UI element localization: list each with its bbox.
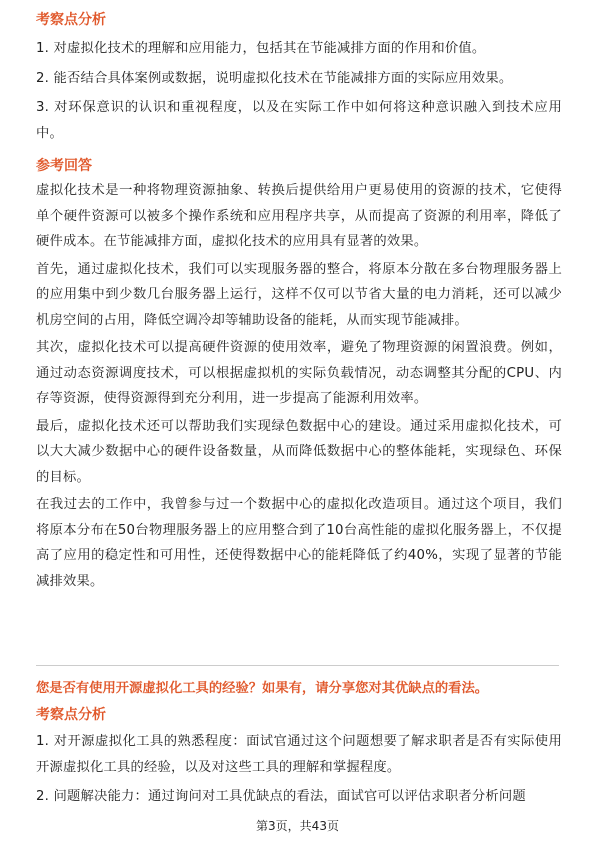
analysis-point: 2. 问题解决能力：通过询问对工具优缺点的看法，面试官可以评估求职者分析问题	[36, 789, 526, 804]
answer-paragraph: 其次，虚拟化技术可以提高硬件资源的使用效率，避免了物理资源的闲置浪费。例如，通过动态资源调度技术，可以根据虚拟机的实际负载情况，动态调整其分配的CPU、内存等资源，使得资源得到充分利用，进一步提高了能源利用效率。	[36, 340, 562, 406]
answer-paragraph: 虚拟化技术是一种将物理资源抽象、转换后提供给用户更易使用的资源的技术，它使得单个硬件资源可以被多个操作系统和应用程序共享，从而提高了资源的利用率，降低了硬件成本。在节能减排方面，虚拟化技术的应用具有显著的效果。	[36, 183, 562, 249]
section-heading-answer: 参考回答	[36, 158, 92, 174]
section-divider	[36, 665, 559, 666]
page-content	[36, 10, 562, 594]
answer-paragraph: 首先，通过虚拟化技术，我们可以实现服务器的整合，将原本分散在多台物理服务器上的应用集中到少数几台服务器上运行，这样不仅可以节省大量的电力消耗，还可以减少机房空间的占用，降低空调冷却等辅助设备的能耗，从而实现节能减排。	[36, 261, 562, 328]
analysis-point: 1. 对开源虚拟化工具的熟悉程度：面试官通过这个问题想要了解求职者是否有实际使用开源虚拟化工具的经验，以及对这些工具的理解和掌握程度。	[36, 734, 562, 775]
answer-paragraph: 最后，虚拟化技术还可以帮助我们实现绿色数据中心的建设。通过采用虚拟化技术，可以大大减少数据中心的硬件设备数量，从而降低数据中心的整体能耗，实现绿色、环保的目标。	[36, 418, 562, 485]
interview-question: 您是否有使用开源虚拟化工具的经验？如果有，请分享您对其优缺点的看法。	[36, 681, 489, 696]
analysis-point: 3. 对环保意识的认识和重视程度，以及在实际工作中如何将这种意识融入到技术应用中。	[36, 100, 562, 141]
next-question-block	[36, 677, 562, 810]
section-heading-analysis-2: 考察点分析	[36, 707, 106, 723]
section-heading-analysis: 考察点分析	[36, 12, 106, 28]
analysis-point: 1. 对虚拟化技术的理解和应用能力，包括其在节能减排方面的作用和价值。	[36, 41, 486, 56]
page-number: 第3页，共43页	[256, 819, 339, 833]
analysis-point: 2. 能否结合具体案例或数据，说明虚拟化技术在节能减排方面的实际应用效果。	[36, 70, 513, 86]
answer-paragraph: 在我过去的工作中，我曾参与过一个数据中心的虚拟化改造项目。通过这个项目，我们将原本分布在50台物理服务器上的应用整合到了10台高性能的虚拟化服务器上，不仅提高了应用的稳定性和可用性，还使得数据中心的能耗降低了约40%，实现了显著的节能减排效果。	[36, 497, 562, 589]
